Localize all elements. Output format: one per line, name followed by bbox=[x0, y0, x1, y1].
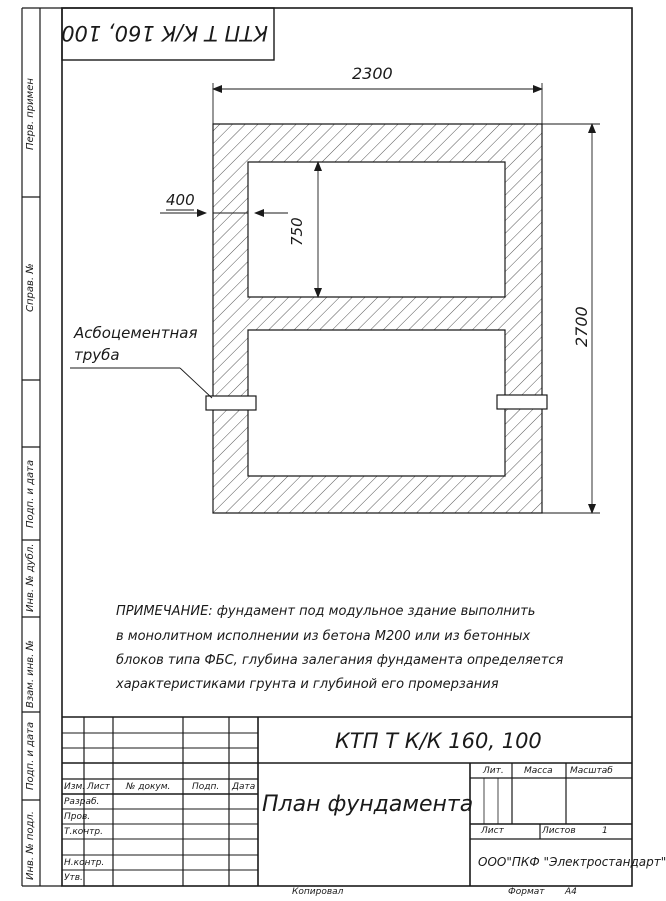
company-name: ООО"ПКФ "Электростандарт" bbox=[478, 855, 666, 869]
note-line-1: ПРИМЕЧАНИЕ: фундамент под модульное здание выполнить bbox=[116, 604, 536, 619]
footer-format-value: А4 bbox=[565, 887, 577, 897]
lit-header: Лит. bbox=[483, 766, 504, 776]
mass-header: Масса bbox=[524, 766, 553, 776]
row-utv: Утв. bbox=[64, 873, 83, 883]
footer-format: Формат bbox=[508, 887, 545, 897]
row-nkontr: Н.контр. bbox=[64, 858, 105, 868]
col-list: Лист bbox=[87, 782, 110, 792]
side-label-podp-data-2: Подп. и дата bbox=[25, 721, 36, 790]
footer-copied: Копировал bbox=[292, 887, 344, 897]
side-label-perv-primen: Перв. примен bbox=[25, 78, 36, 150]
drawing-title: План фундамента bbox=[262, 792, 474, 817]
foundation-walls bbox=[213, 124, 542, 513]
row-prov: Пров. bbox=[64, 812, 91, 822]
sheets-count: 1 bbox=[602, 826, 608, 836]
side-label-inv-podl: Инв. № подл. bbox=[25, 811, 36, 880]
row-razrab: Разраб. bbox=[64, 797, 100, 807]
note-line-3: блоков типа ФБС, глубина залегания фундамента определяется bbox=[116, 653, 564, 668]
note-line-4: характеристиками грунта и глубиной его промерзания bbox=[116, 677, 499, 692]
scale-header: Масштаб bbox=[570, 766, 613, 776]
sheets-label: Листов bbox=[542, 826, 576, 836]
side-label-sprav: Справ. № bbox=[25, 263, 36, 312]
designation: КТП Т К/К 160, 100 bbox=[335, 729, 542, 753]
dim-compartment-value: 750 bbox=[288, 217, 306, 246]
col-data: Дата bbox=[232, 782, 256, 792]
row-tkontr: Т.контр. bbox=[64, 827, 104, 837]
col-izm: Изм. bbox=[64, 782, 86, 792]
pipe-left bbox=[206, 396, 256, 410]
callout-line-2: труба bbox=[74, 346, 120, 364]
side-label-vzam-inv: Взам. инв. № bbox=[25, 640, 36, 708]
callout-line-1: Асбоцементная bbox=[74, 324, 198, 342]
dim-height-value: 2700 bbox=[572, 306, 591, 347]
dim-width-value: 2300 bbox=[352, 64, 393, 83]
col-doc-no: № докум. bbox=[126, 782, 171, 792]
note-line-2: в монолитном исполнении из бетона М200 или из бетонных bbox=[116, 629, 531, 644]
sheet-label: Лист bbox=[481, 826, 504, 836]
col-podp: Подп. bbox=[192, 782, 220, 792]
stamp-text: КТП Т К/К 160, 100 bbox=[61, 21, 268, 45]
side-label-inv-dubl: Инв. № дубл. bbox=[25, 543, 36, 612]
side-label-podp-data-1: Подп. и дата bbox=[25, 459, 36, 528]
dim-wall-value: 400 bbox=[166, 191, 195, 209]
pipe-right bbox=[497, 395, 547, 409]
